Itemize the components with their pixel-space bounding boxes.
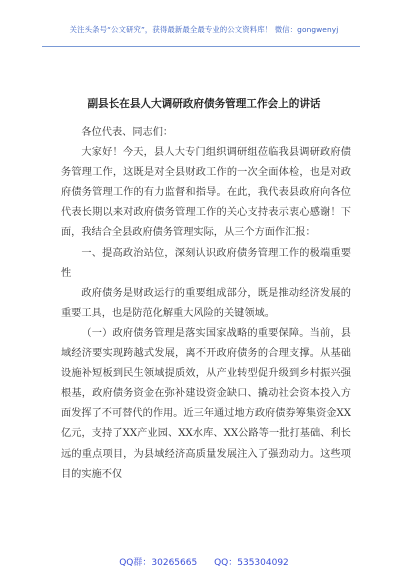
paragraph: 政府债务是财政运行的重要组成部分，既是推动经济发展的重要工具，也是防范化解重大风险的关键领域。 — [61, 287, 351, 319]
footer-contact — [0, 555, 408, 568]
qq-number: QQ：535304092 — [214, 558, 289, 568]
paragraph: 大家好！今天，县人大专门组织调研组莅临我县调研政府债务管理工作，这既是对全县财政工作的一次全面体检，也是对政府债务管理工作的有力监督和指导。在此，我代表县政府向各位代表长期以来对政府债务管理工作的关心支持表示衷心感谢！下面，我结合全县政府债务管理实际，从三个方面作汇报： — [61, 147, 351, 239]
header-divider — [42, 46, 360, 47]
document-title: 副县长在县人大调研政府债务管理工作会上的讲话 — [87, 98, 321, 110]
paragraph: （一）政府债务管理是落实国家战略的重要保障。当前，县域经济要实现跨越式发展，离不开政府债务的合理支撑。从基础设施补短板到民生领域提质效，从产业转型促升级到乡村振兴强根基，政府债务资金在弥补建设资金缺口、撬动社会资本投入方面发挥了不可替代的作用。近三年通过地方政府债券筹集资金XX亿元，支持了XX产业园、XX水库、XX公路等一批打基础、利长远的重点项目，为县域经济高质量发展注入了强劲动力。这些项目的实施不仅 — [61, 327, 351, 480]
greeting: 各位代表、同志们： — [81, 127, 174, 138]
qq-group: QQ群：30265665 — [119, 558, 198, 568]
header-banner: 关注头条号“公文研究”，获得最新最全最专业的公文资料库！ 微信：gongwenyj — [69, 25, 339, 34]
document-body — [61, 116, 351, 485]
section-heading: 一、提高政治站位，深刻认识政府债务管理工作的极端重要性 — [61, 247, 351, 279]
